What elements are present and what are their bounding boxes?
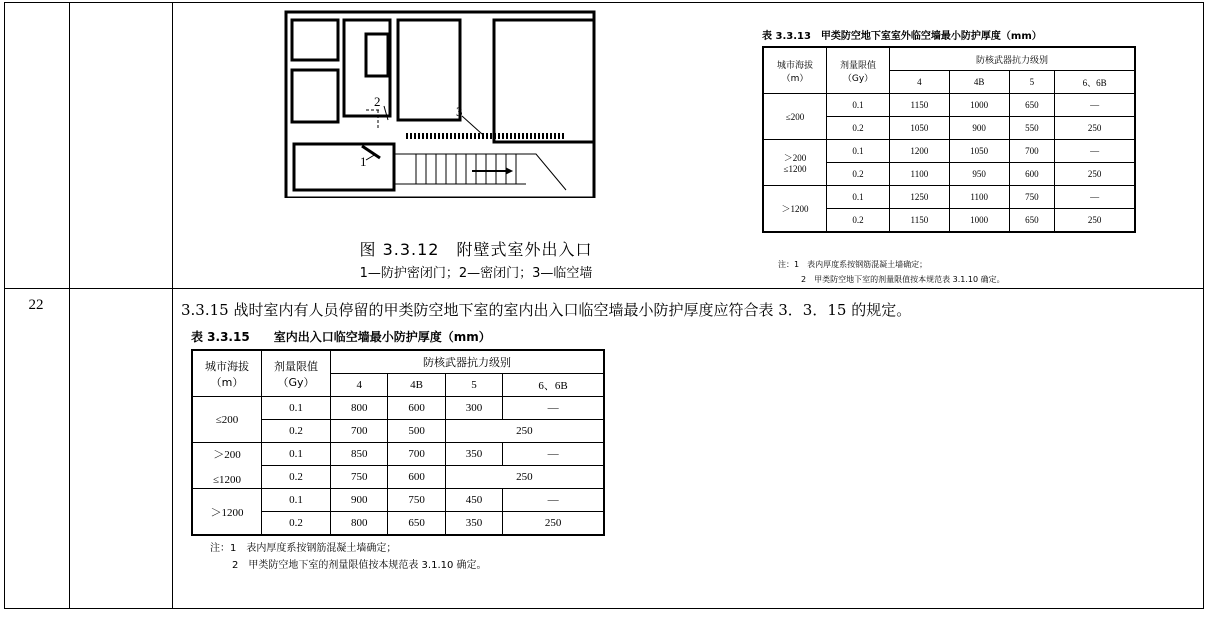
table-cell: 0.1 (827, 186, 890, 209)
table-3-3-13 (762, 46, 1136, 233)
table-3-3-15 (191, 349, 605, 536)
level-cell: 4B (949, 71, 1009, 94)
table-cell: 500 (388, 420, 445, 443)
header-level: 防核武器抗力级别 (890, 47, 1136, 71)
level-cell: 4 (331, 374, 388, 397)
altitude-cell: ＞1200 (192, 489, 262, 536)
table-cell: — (503, 489, 604, 512)
table-cell: 250 (1055, 209, 1135, 233)
table-cell: 700 (331, 420, 388, 443)
table-cell: — (1055, 140, 1135, 163)
table-cell: — (503, 397, 604, 420)
table-cell: 250 (503, 512, 604, 536)
table-cell: 0.1 (262, 489, 331, 512)
table-cell: 450 (445, 489, 502, 512)
table-cell: 0.2 (262, 466, 331, 489)
altitude-cell: ＞200 ≤1200 (192, 443, 262, 489)
table-3-3-15-title: 表 3.3.15 室内出入口临空墙最小防护厚度（mm） (191, 330, 491, 344)
level-cell: 5 (445, 374, 502, 397)
table-cell: 250 (445, 420, 604, 443)
level-cell: 4 (890, 71, 950, 94)
table-cell: 250 (1055, 163, 1135, 186)
figure-label-1: 1 (360, 154, 367, 169)
table-cell: 1250 (890, 186, 950, 209)
table-cell: 600 (388, 397, 445, 420)
table-cell: 300 (445, 397, 502, 420)
table-cell: 1200 (890, 140, 950, 163)
table-cell: 250 (445, 466, 604, 489)
figure-label-2: 2 (374, 94, 381, 109)
table-cell: 1100 (890, 163, 950, 186)
table-cell: 0.1 (827, 94, 890, 117)
table-3-3-13-title: 表 3.3.13 甲类防空地下室室外临空墙最小防护厚度（mm） (762, 31, 1042, 42)
level-cell: 5 (1009, 71, 1055, 94)
table-cell: 0.2 (827, 117, 890, 140)
level-cell: 4B (388, 374, 445, 397)
table-cell: 0.2 (262, 512, 331, 536)
table-cell: 750 (331, 466, 388, 489)
table-cell: 900 (949, 117, 1009, 140)
table-cell: 1100 (949, 186, 1009, 209)
table-cell: 1150 (890, 94, 950, 117)
table-cell: 1050 (890, 117, 950, 140)
table-cell: 650 (1009, 94, 1055, 117)
table-cell: 650 (1009, 209, 1055, 233)
table-cell: 0.1 (262, 397, 331, 420)
table-cell: 0.1 (827, 140, 890, 163)
table-cell: 550 (1009, 117, 1055, 140)
table-cell: 0.2 (827, 209, 890, 233)
header-altitude: 城市海拔 （m） (763, 47, 827, 94)
clause-3-3-15: 3.3.15 战时室内有人员停留的甲类防空地下室的室内出入口临空墙最小防护厚度应符合表 3．3．15 的规定。 (181, 301, 912, 319)
table-cell: 250 (1055, 117, 1135, 140)
table-3-3-15-note-1: 注：1 表内厚度系按钢筋混凝土墙确定； (210, 543, 397, 554)
table-cell: — (1055, 186, 1135, 209)
table-cell: 350 (445, 443, 502, 466)
table-cell: 350 (445, 512, 502, 536)
header-dose: 剂量限值 （Gy） (827, 47, 890, 94)
table-cell: 900 (331, 489, 388, 512)
table-cell: 700 (388, 443, 445, 466)
table-cell: 800 (331, 397, 388, 420)
figure-caption: 图 3.3.12 附壁式室外出入口 (359, 240, 593, 259)
table-3-3-13-note-1: 注：1 表内厚度系按钢筋混凝土墙确定； (778, 260, 928, 269)
table-cell: — (1055, 94, 1135, 117)
table-cell: 1000 (949, 209, 1009, 233)
figure-label-3: 3 (456, 104, 463, 119)
row-number: 22 (28, 297, 44, 313)
table-cell: 0.2 (827, 163, 890, 186)
altitude-cell: ≤200 (763, 94, 827, 140)
header-altitude: 城市海拔 （m） (192, 350, 262, 397)
table-cell: 0.1 (262, 443, 331, 466)
table-cell: 750 (388, 489, 445, 512)
table-cell: 800 (331, 512, 388, 536)
table-cell: 850 (331, 443, 388, 466)
table-cell: 1050 (949, 140, 1009, 163)
table-cell: 1150 (890, 209, 950, 233)
altitude-cell: ≤200 (192, 397, 262, 443)
altitude-cell: ＞200 ≤1200 (763, 140, 827, 186)
table-3-3-15-note-2: 2 甲类防空地下室的剂量限值按本规范表 3.1.10 确定。 (232, 560, 487, 571)
table-cell: — (503, 443, 604, 466)
table-cell: 600 (1009, 163, 1055, 186)
level-cell: 6、6B (503, 374, 604, 397)
table-cell: 950 (949, 163, 1009, 186)
table-cell: 600 (388, 466, 445, 489)
figure-legend: 1—防护密闭门；2—密闭门；3—临空墙 (359, 266, 593, 281)
entrance-floor-plan (276, 8, 616, 198)
table-cell: 650 (388, 512, 445, 536)
table-cell: 1000 (949, 94, 1009, 117)
altitude-cell: ＞1200 (763, 186, 827, 233)
table-3-3-13-note-2: 2 甲类防空地下室的剂量限值按本规范表 3.1.10 确定。 (801, 275, 1005, 284)
header-level: 防核武器抗力级别 (331, 350, 605, 374)
table-cell: 750 (1009, 186, 1055, 209)
table-cell: 700 (1009, 140, 1055, 163)
level-cell: 6、6B (1055, 71, 1135, 94)
table-cell: 0.2 (262, 420, 331, 443)
header-dose: 剂量限值 （Gy） (262, 350, 331, 397)
